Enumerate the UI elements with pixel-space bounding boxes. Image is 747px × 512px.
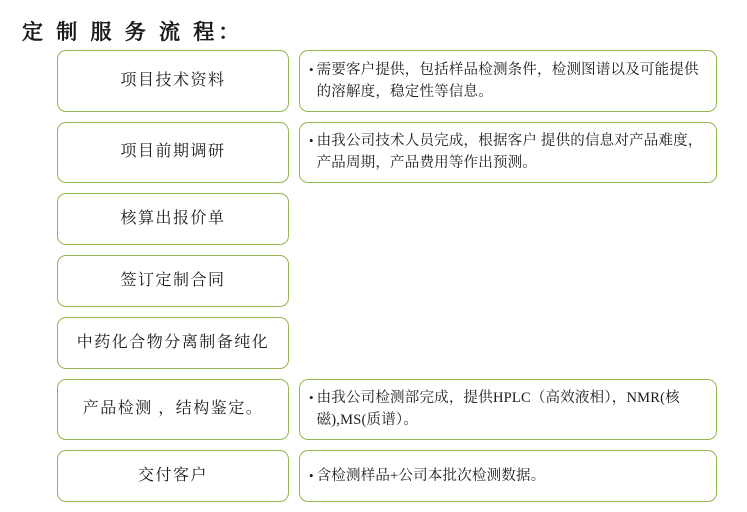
- row-gap: [289, 317, 299, 369]
- step-box-4[interactable]: [57, 255, 289, 307]
- page-title: 定 制 服 务 流 程：: [22, 20, 244, 44]
- detail-text: 由我公司检测部完成，提供HPLC（高效液相），NMR(核磁),MS(质谱）。: [316, 389, 680, 429]
- row-gap: [289, 255, 299, 307]
- detail-box-7: [299, 450, 717, 502]
- process-flow-list: [57, 50, 717, 512]
- row-gap: [289, 450, 299, 502]
- flow-row: [57, 193, 717, 245]
- step-box-7[interactable]: [57, 450, 289, 502]
- row-gap: [289, 193, 299, 245]
- step-box-6[interactable]: [57, 379, 289, 440]
- detail-box-6: [299, 379, 717, 440]
- detail-box-2: [299, 122, 717, 183]
- row-gap: [289, 50, 299, 112]
- row-gap: [289, 379, 299, 440]
- step-label: 核算出报价单: [120, 209, 226, 227]
- bullet-icon: •: [309, 133, 314, 148]
- bullet-icon: •: [309, 61, 314, 77]
- flow-row: [57, 450, 717, 502]
- detail-content: [309, 130, 707, 175]
- step-box-1[interactable]: [57, 50, 289, 112]
- step-label: 签订定制合同: [120, 271, 226, 289]
- step-label: 产品检测 ，结构鉴定。: [82, 400, 264, 418]
- detail-text: 由我公司技术人员完成，根据客户 提供的信息对产品难度，产品周期，产品费用等作出预测。: [316, 133, 703, 172]
- detail-content: [309, 387, 707, 432]
- detail-content: [309, 465, 707, 487]
- flow-row: [57, 50, 717, 112]
- flow-row: [57, 255, 717, 307]
- bullet-icon: •: [309, 467, 314, 483]
- row-gap: [289, 122, 299, 183]
- step-label: 中药化合物分离制备纯化: [76, 333, 270, 351]
- step-box-5[interactable]: [57, 317, 289, 369]
- flow-row: [57, 379, 717, 440]
- step-box-2[interactable]: [57, 122, 289, 183]
- step-label: 项目前期调研: [120, 143, 226, 161]
- detail-box-4-empty: [299, 255, 717, 307]
- detail-content: [309, 59, 707, 104]
- step-box-3[interactable]: [57, 193, 289, 245]
- step-label: 项目技术资料: [120, 71, 226, 89]
- detail-text: 含检测样品+公司本批次检测数据。: [316, 467, 546, 484]
- bullet-icon: •: [309, 389, 314, 405]
- flow-row: [57, 317, 717, 369]
- flow-row: [57, 122, 717, 183]
- detail-box-5-empty: [299, 317, 717, 369]
- detail-box-3-empty: [299, 193, 717, 245]
- step-label: 交付客户: [137, 466, 208, 484]
- detail-box-1: [299, 50, 717, 112]
- detail-text: 需要客户提供，包括样品检测条件，检测图谱以及可能提供的溶解度，稳定性等信息。: [316, 61, 699, 100]
